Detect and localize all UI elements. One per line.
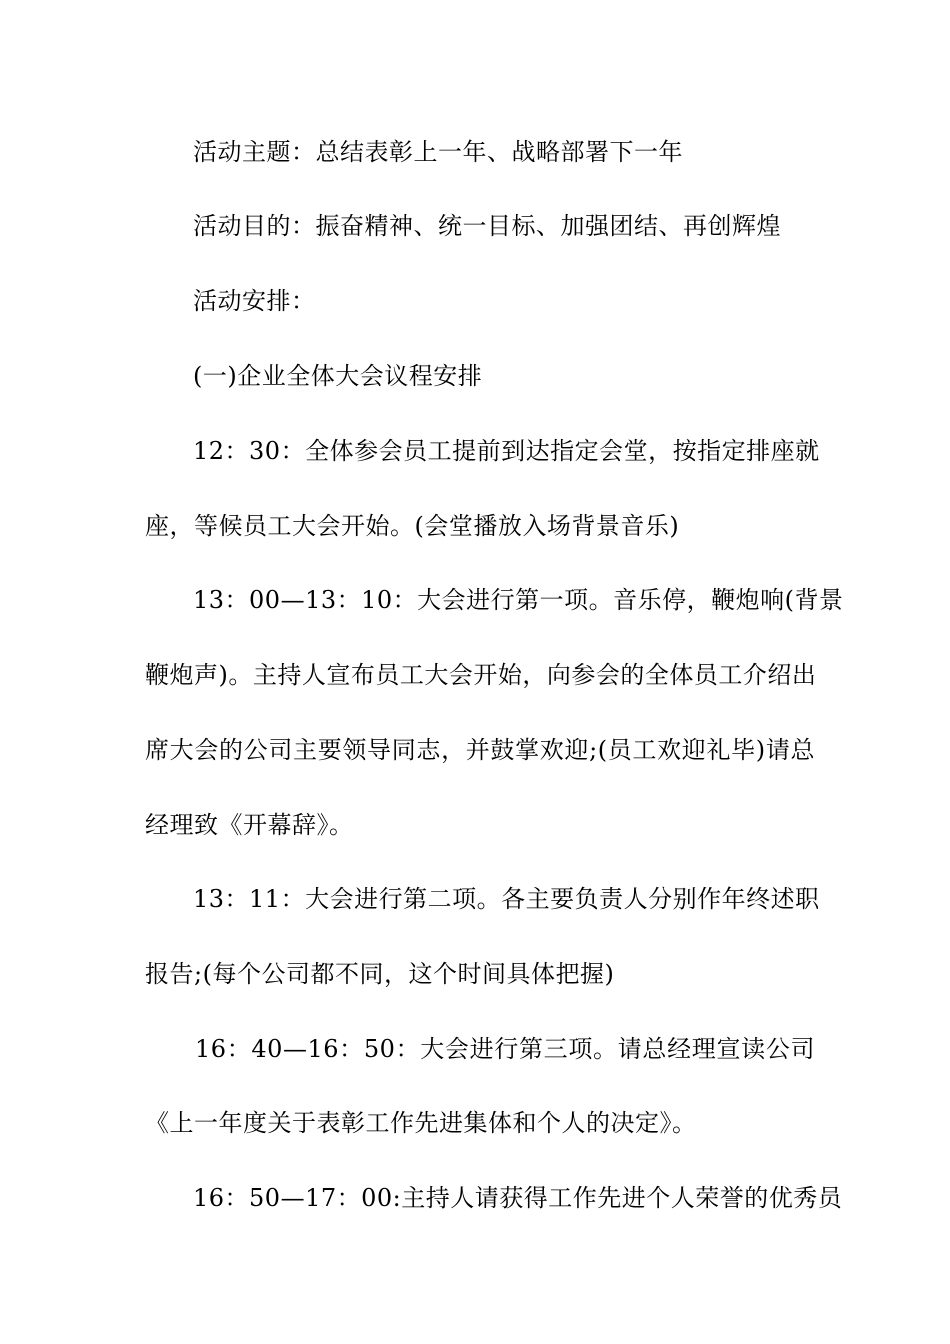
agenda-item-5-line-1: 16：50—17：00:主持人请获得工作先进个人荣誉的优秀员 [193, 1184, 843, 1212]
agenda-item-3-line-1: 13：11：大会进行第二项。各主要负责人分别作年终述职 [193, 885, 820, 913]
agenda-item-4-line-2: 《上一年度关于表彰工作先进集体和个人的决定》。 [145, 1109, 697, 1137]
agenda-item-2-line-3: 席大会的公司主要领导同志，并鼓掌欢迎;(员工欢迎礼毕)请总 [145, 736, 815, 764]
agenda-item-1-line-1: 12：30：全体参会员工提前到达指定会堂，按指定排座就 [193, 437, 820, 465]
agenda-item-3-line-2: 报告;(每个公司都不同，这个时间具体把握) [145, 960, 615, 988]
agenda-item-2-line-2: 鞭炮声)。主持人宣布员工大会开始，向参会的全体员工介绍出 [145, 661, 817, 689]
agenda-section-heading: (一)企业全体大会议程安排 [193, 362, 483, 390]
activity-arrangement-heading: 活动安排： [193, 287, 316, 315]
agenda-item-1-line-2: 座，等候员工大会开始。(会堂播放入场背景音乐) [145, 512, 680, 540]
agenda-item-2-line-1: 13：00—13：10：大会进行第一项。音乐停，鞭炮响(背景 [193, 586, 844, 614]
agenda-item-4-line-1: 16：40—16：50：大会进行第三项。请总经理宣读公司 [195, 1035, 815, 1063]
activity-purpose-line: 活动目的：振奋精神、统一目标、加强团结、再创辉煌 [193, 212, 781, 240]
agenda-item-2-line-4: 经理致《开幕辞》。 [145, 811, 354, 839]
activity-theme-line: 活动主题：总结表彰上一年、战略部署下一年 [193, 138, 683, 166]
